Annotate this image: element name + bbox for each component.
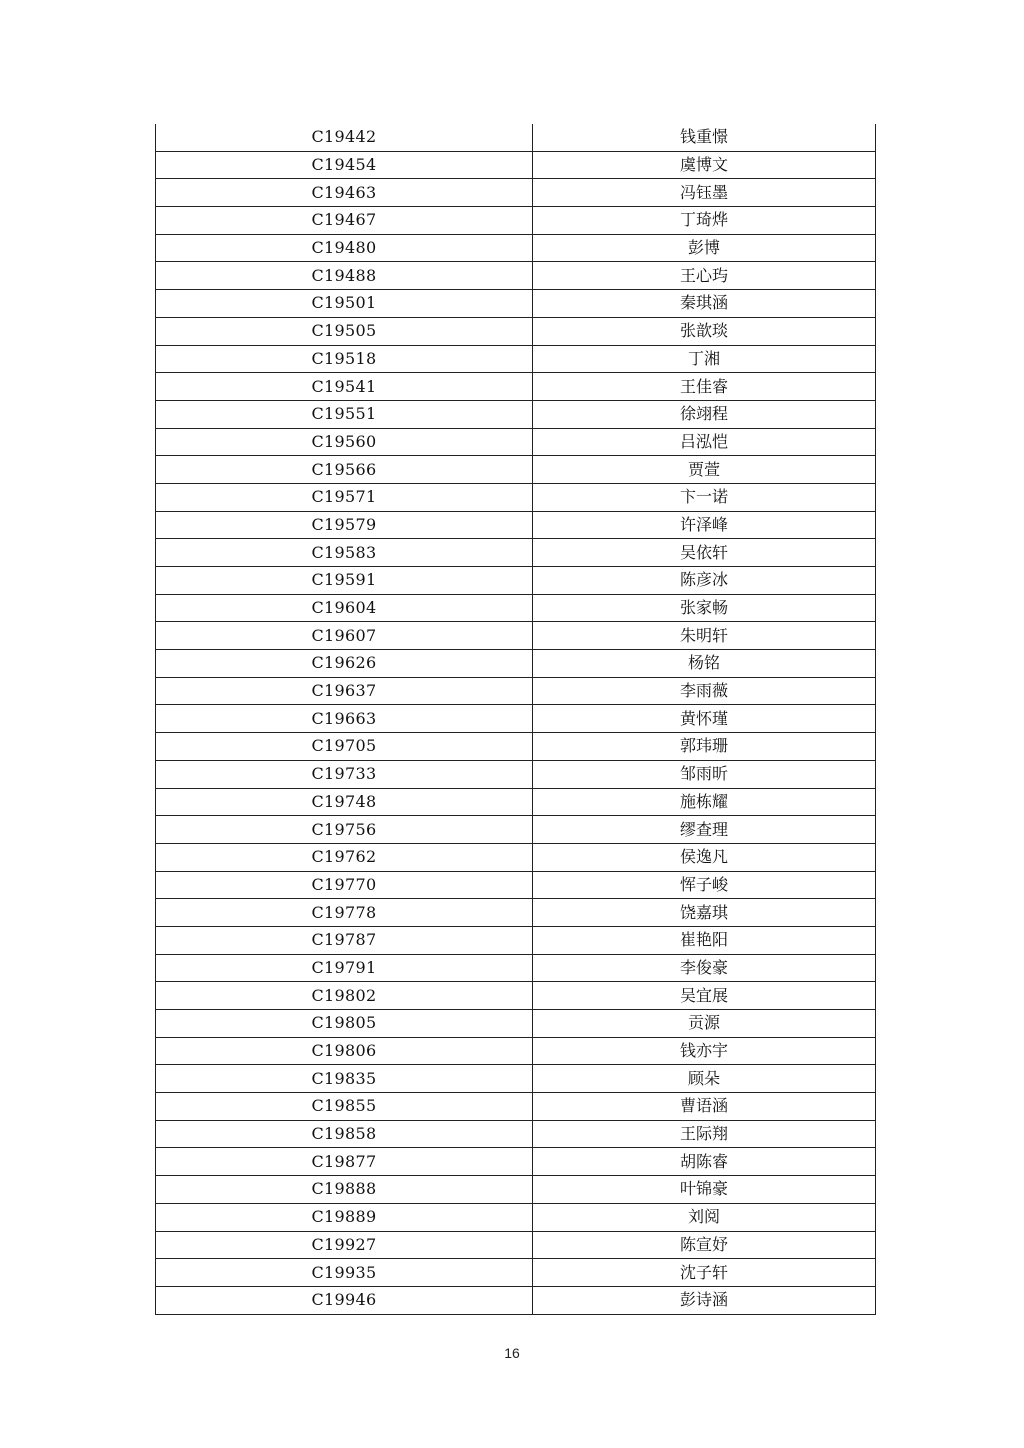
id-cell: C19778 xyxy=(156,899,533,927)
name-cell: 卞一诺 xyxy=(533,483,876,511)
name-cell: 施栋耀 xyxy=(533,788,876,816)
id-cell: C19579 xyxy=(156,511,533,539)
name-cell: 许泽峰 xyxy=(533,511,876,539)
name-cell: 王际翔 xyxy=(533,1120,876,1148)
name-cell: 叶锦豪 xyxy=(533,1176,876,1204)
id-cell: C19607 xyxy=(156,622,533,650)
id-cell: C19541 xyxy=(156,373,533,401)
name-cell: 彭博 xyxy=(533,234,876,262)
id-cell: C19591 xyxy=(156,567,533,595)
id-cell: C19946 xyxy=(156,1286,533,1314)
id-cell: C19802 xyxy=(156,982,533,1010)
table-row xyxy=(156,1176,876,1204)
id-cell: C19748 xyxy=(156,788,533,816)
id-cell: C19501 xyxy=(156,290,533,318)
table-row xyxy=(156,926,876,954)
table-row xyxy=(156,124,876,151)
name-cell: 丁琦烨 xyxy=(533,207,876,235)
table-row xyxy=(156,373,876,401)
name-cell: 钱亦宇 xyxy=(533,1037,876,1065)
table-row xyxy=(156,594,876,622)
table-row xyxy=(156,400,876,428)
table-row xyxy=(156,511,876,539)
name-cell: 沈子轩 xyxy=(533,1259,876,1287)
id-cell: C19454 xyxy=(156,151,533,179)
name-cell: 张家畅 xyxy=(533,594,876,622)
name-cell: 侯逸凡 xyxy=(533,843,876,871)
table-row xyxy=(156,1093,876,1121)
id-cell: C19560 xyxy=(156,428,533,456)
table-row xyxy=(156,207,876,235)
id-cell: C19806 xyxy=(156,1037,533,1065)
name-cell: 王心玙 xyxy=(533,262,876,290)
name-cell: 郭玮珊 xyxy=(533,733,876,761)
id-cell: C19805 xyxy=(156,1010,533,1038)
id-cell: C19889 xyxy=(156,1203,533,1231)
page-number: 16 xyxy=(504,1345,520,1361)
id-cell: C19705 xyxy=(156,733,533,761)
table-row xyxy=(156,1065,876,1093)
id-cell: C19927 xyxy=(156,1231,533,1259)
table-row xyxy=(156,539,876,567)
table-row xyxy=(156,622,876,650)
name-cell: 崔艳阳 xyxy=(533,926,876,954)
id-cell: C19467 xyxy=(156,207,533,235)
name-cell: 徐翊程 xyxy=(533,400,876,428)
table-row xyxy=(156,345,876,373)
id-cell: C19571 xyxy=(156,483,533,511)
name-cell: 黄怀瑾 xyxy=(533,705,876,733)
table-row xyxy=(156,1259,876,1287)
id-cell: C19787 xyxy=(156,926,533,954)
roster-table-body xyxy=(156,124,876,1314)
name-cell: 邹雨昕 xyxy=(533,760,876,788)
table-row xyxy=(156,982,876,1010)
name-cell: 曹语涵 xyxy=(533,1093,876,1121)
id-cell: C19442 xyxy=(156,124,533,151)
name-cell: 吴依轩 xyxy=(533,539,876,567)
table-row xyxy=(156,899,876,927)
id-cell: C19791 xyxy=(156,954,533,982)
table-row xyxy=(156,1203,876,1231)
table-row xyxy=(156,843,876,871)
name-cell: 贾萱 xyxy=(533,456,876,484)
id-cell: C19488 xyxy=(156,262,533,290)
table-row xyxy=(156,1148,876,1176)
name-cell: 胡陈睿 xyxy=(533,1148,876,1176)
table-row xyxy=(156,677,876,705)
table-row xyxy=(156,1037,876,1065)
id-cell: C19770 xyxy=(156,871,533,899)
id-cell: C19888 xyxy=(156,1176,533,1204)
table-row xyxy=(156,1120,876,1148)
name-cell: 吕泓恺 xyxy=(533,428,876,456)
id-cell: C19663 xyxy=(156,705,533,733)
id-cell: C19480 xyxy=(156,234,533,262)
roster-table xyxy=(155,124,876,1315)
table-row xyxy=(156,1010,876,1038)
id-cell: C19855 xyxy=(156,1093,533,1121)
name-cell: 缪查理 xyxy=(533,816,876,844)
id-cell: C19858 xyxy=(156,1120,533,1148)
table-row xyxy=(156,151,876,179)
table-row xyxy=(156,179,876,207)
table-row xyxy=(156,733,876,761)
id-cell: C19566 xyxy=(156,456,533,484)
table-row xyxy=(156,456,876,484)
name-cell: 吴宜展 xyxy=(533,982,876,1010)
id-cell: C19637 xyxy=(156,677,533,705)
table-row xyxy=(156,234,876,262)
name-cell: 刘阅 xyxy=(533,1203,876,1231)
table-row xyxy=(156,567,876,595)
name-cell: 王佳睿 xyxy=(533,373,876,401)
name-cell: 顾朵 xyxy=(533,1065,876,1093)
table-row xyxy=(156,483,876,511)
id-cell: C19877 xyxy=(156,1148,533,1176)
name-cell: 李雨薇 xyxy=(533,677,876,705)
table-row xyxy=(156,760,876,788)
id-cell: C19733 xyxy=(156,760,533,788)
id-cell: C19762 xyxy=(156,843,533,871)
table-row xyxy=(156,1231,876,1259)
table-row xyxy=(156,954,876,982)
name-cell: 张歆琰 xyxy=(533,317,876,345)
name-cell: 饶嘉琪 xyxy=(533,899,876,927)
id-cell: C19518 xyxy=(156,345,533,373)
table-row xyxy=(156,650,876,678)
table-row xyxy=(156,1286,876,1314)
name-cell: 丁湘 xyxy=(533,345,876,373)
table-row xyxy=(156,788,876,816)
id-cell: C19756 xyxy=(156,816,533,844)
id-cell: C19935 xyxy=(156,1259,533,1287)
name-cell: 冯钰墨 xyxy=(533,179,876,207)
id-cell: C19626 xyxy=(156,650,533,678)
name-cell: 恽子峻 xyxy=(533,871,876,899)
name-cell: 李俊豪 xyxy=(533,954,876,982)
name-cell: 贡源 xyxy=(533,1010,876,1038)
table-row xyxy=(156,816,876,844)
name-cell: 秦琪涵 xyxy=(533,290,876,318)
name-cell: 彭诗涵 xyxy=(533,1286,876,1314)
name-cell: 虞博文 xyxy=(533,151,876,179)
name-cell: 陈宣妤 xyxy=(533,1231,876,1259)
table-row xyxy=(156,262,876,290)
name-cell: 陈彦冰 xyxy=(533,567,876,595)
name-cell: 钱重憬 xyxy=(533,124,876,151)
table-row xyxy=(156,290,876,318)
id-cell: C19505 xyxy=(156,317,533,345)
name-cell: 朱明轩 xyxy=(533,622,876,650)
name-cell: 杨铭 xyxy=(533,650,876,678)
table-row xyxy=(156,428,876,456)
id-cell: C19604 xyxy=(156,594,533,622)
id-cell: C19463 xyxy=(156,179,533,207)
id-cell: C19835 xyxy=(156,1065,533,1093)
table-row xyxy=(156,871,876,899)
table-row xyxy=(156,317,876,345)
id-cell: C19583 xyxy=(156,539,533,567)
table-row xyxy=(156,705,876,733)
id-cell: C19551 xyxy=(156,400,533,428)
